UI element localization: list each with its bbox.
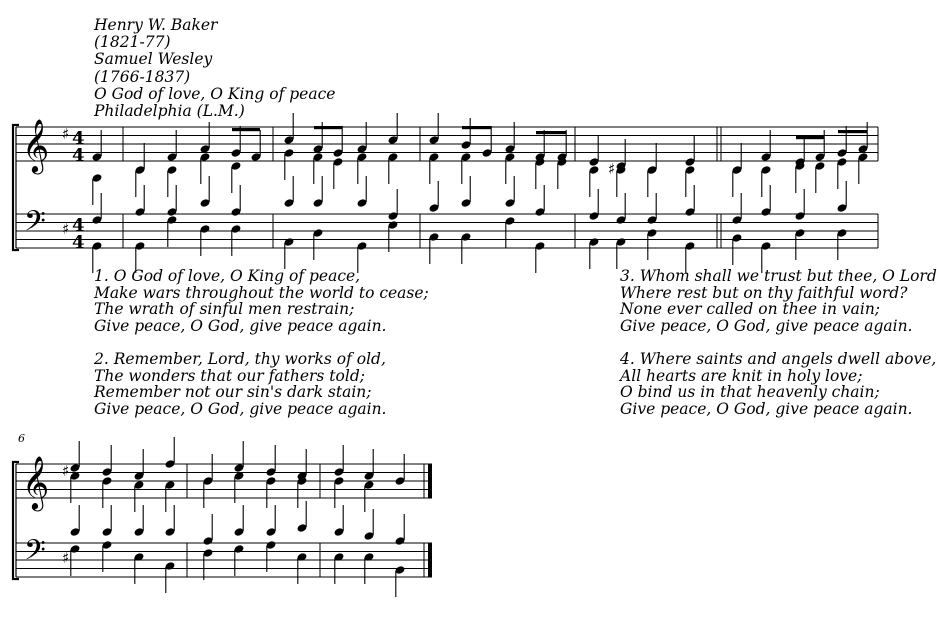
verse-line: The wrath of sinful men restrain; bbox=[94, 300, 355, 319]
composer-name: Samuel Wesley bbox=[94, 50, 213, 69]
verse-4 bbox=[620, 351, 936, 417]
key-sharp-icon: ♯ bbox=[62, 220, 70, 238]
key-sharp-icon: ♯ bbox=[62, 462, 70, 480]
tune-name: Philadelphia (L.M.) bbox=[94, 102, 245, 121]
beam bbox=[314, 126, 342, 129]
verse-line: Give peace, O God, give peace again. bbox=[620, 316, 913, 335]
hymn-title: O God of love, O King of peace bbox=[94, 84, 336, 103]
author-dates: (1821-77) bbox=[94, 33, 171, 52]
verse-line: 2. Remember, Lord, thy works of old, bbox=[94, 350, 386, 368]
time-signature: 4 bbox=[72, 232, 85, 253]
verse-line: The wonders that our fathers told; bbox=[94, 366, 365, 385]
composer-dates: (1766-1837) bbox=[94, 67, 191, 86]
verse-line: Give peace, O God, give peace again. bbox=[94, 399, 387, 418]
verse-line: All hearts are knit in holy love; bbox=[620, 366, 863, 385]
bass-clef-icon: 𝄢 bbox=[24, 534, 46, 574]
time-signature: 4 bbox=[72, 145, 85, 166]
accidental-sharp-icon: ♯ bbox=[608, 160, 616, 178]
treble-clef-icon: 𝄞 bbox=[22, 118, 50, 172]
time-signature: 4 bbox=[72, 128, 85, 149]
verse-line: Remember not our sin's dark stain; bbox=[94, 383, 372, 402]
time-signature: 4 bbox=[72, 215, 85, 236]
verse-line: O bind us in that heavenly chain; bbox=[620, 383, 880, 402]
verse-3 bbox=[620, 268, 937, 334]
verse-line: None ever called on thee in vain; bbox=[620, 300, 881, 319]
measure-number: 6 bbox=[18, 432, 25, 445]
verse-line: 3. Whom shall we trust but thee, O Lord bbox=[620, 267, 937, 285]
bass-clef-icon: 𝄢 bbox=[24, 205, 46, 245]
verse-line: 4. Where saints and angels dwell above, bbox=[620, 350, 937, 368]
verse-line: Where rest but on thy faithful word? bbox=[620, 283, 908, 302]
verse-1 bbox=[94, 268, 429, 334]
verse-line: Make wars throughout the world to cease; bbox=[94, 283, 429, 302]
verse-line: Give peace, O God, give peace again. bbox=[620, 399, 913, 418]
verse-line: 1. O God of love, O King of peace, bbox=[94, 267, 361, 285]
beam bbox=[796, 136, 824, 139]
verse-line: Give peace, O God, give peace again. bbox=[94, 316, 387, 335]
beam bbox=[838, 130, 867, 133]
beam bbox=[232, 128, 260, 131]
treble-clef-icon: 𝄞 bbox=[22, 455, 50, 509]
author-name: Henry W. Baker bbox=[94, 16, 218, 34]
beam bbox=[462, 126, 491, 129]
verse-2 bbox=[94, 351, 387, 417]
beam bbox=[536, 131, 566, 134]
key-sharp-icon: ♯ bbox=[62, 125, 70, 143]
key-sharp-icon: ♯ bbox=[62, 549, 70, 567]
